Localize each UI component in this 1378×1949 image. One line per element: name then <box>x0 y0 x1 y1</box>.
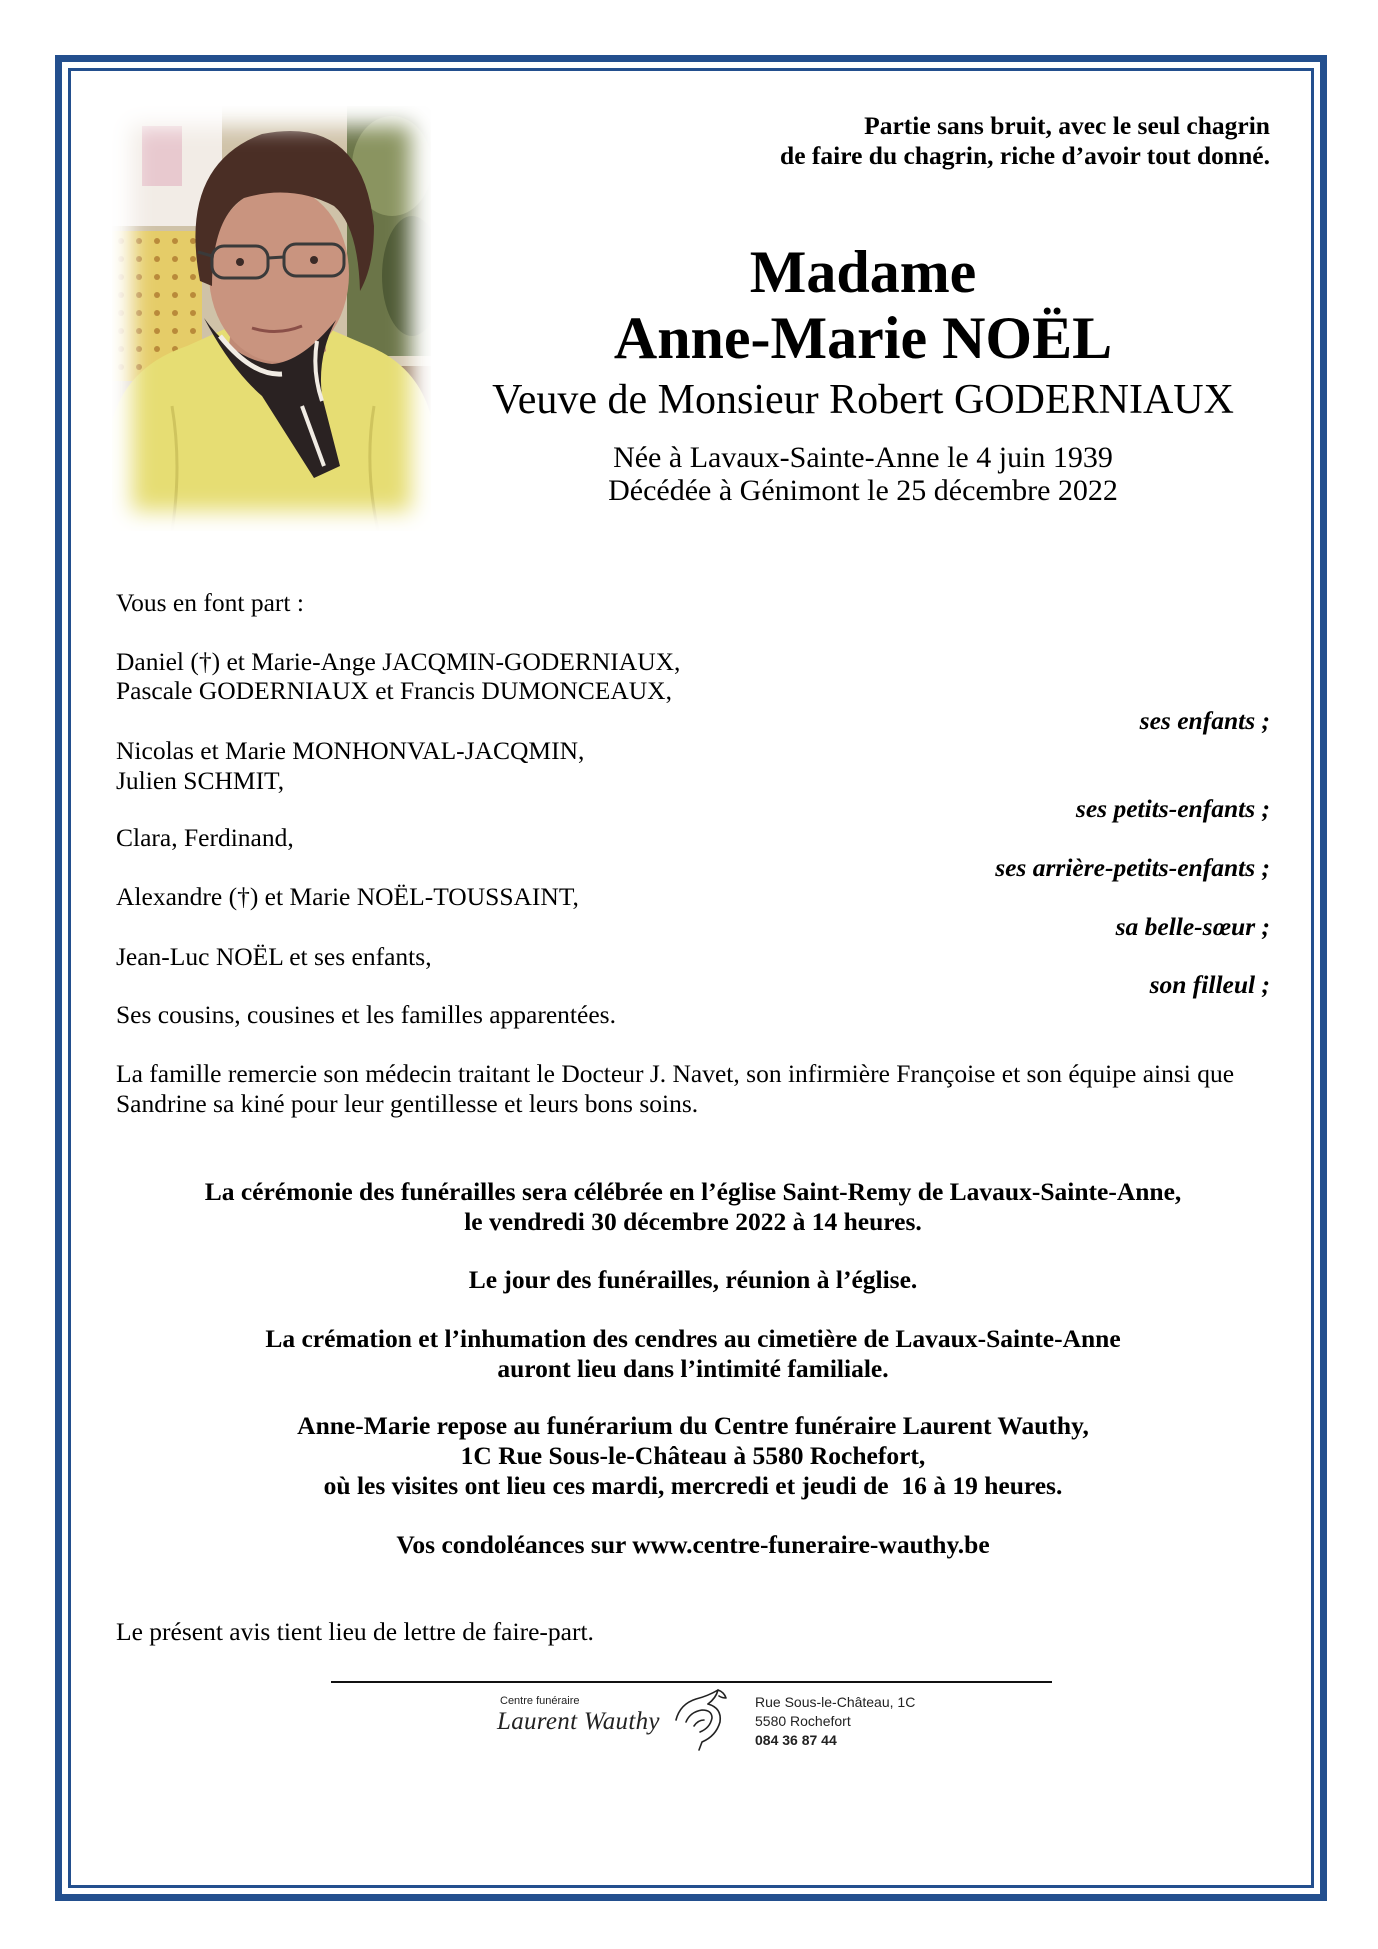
relation-label: ses arrière-petits-enfants ; <box>995 853 1270 882</box>
condolences-line: Vos condoléances sur www.centre-funeraire-wauthy.be <box>396 1530 990 1559</box>
birth-info: Née à Lavaux-Sainte-Anne le 4 juin 1939 <box>613 441 1113 474</box>
family-member-line: Julien SCHMIT, <box>116 766 285 795</box>
ceremony-line: La cérémonie des funérailles sera célébrée en l’église Saint-Remy de Lavaux-Sainte-Anne, <box>204 1177 1182 1206</box>
portrait-photo <box>112 106 431 531</box>
epitaph-line: de faire du chagrin, riche d’avoir tout donné. <box>780 141 1270 170</box>
family-member-line: Jean-Luc NOËL et ses enfants, <box>116 942 432 971</box>
cousins-line: Ses cousins, cousines et les familles apparentées. <box>116 1000 616 1029</box>
relation-label: ses enfants ; <box>1139 706 1270 735</box>
relation-label: sa belle-sœur ; <box>1115 912 1270 941</box>
relation-label: son filleul ; <box>1149 970 1270 999</box>
dove-icon <box>672 1686 728 1752</box>
widow-of-line: Veuve de Monsieur Robert GODERNIAUX <box>492 377 1234 423</box>
gathering-line: Le jour des funérailles, réunion à l’église. <box>468 1265 918 1294</box>
cremation-line: auront lieu dans l’intimité familiale. <box>497 1354 889 1383</box>
family-member-line: Pascale GODERNIAUX et Francis DUMONCEAUX, <box>116 676 672 705</box>
logo-name: Laurent Wauthy <box>497 1708 660 1735</box>
relation-label: ses petits-enfants ; <box>1075 794 1270 823</box>
visitation-line: Anne-Marie repose au funérarium du Centre funéraire Laurent Wauthy, <box>297 1411 1089 1440</box>
ceremony-line: le vendredi 30 décembre 2022 à 14 heures. <box>464 1207 922 1236</box>
family-member-line: Daniel (†) et Marie-Ange JACQMIN-GODERNIAUX, <box>116 647 681 676</box>
separator-rule <box>331 1681 1052 1683</box>
death-info: Décédée à Génimont le 25 décembre 2022 <box>608 474 1118 507</box>
phone-number: 084 36 87 44 <box>755 1732 837 1748</box>
visitation-line: où les visites ont lieu ces mardi, mercredi et jeudi de 16 à 19 heures. <box>323 1471 1063 1500</box>
cremation-line: La crémation et l’inhumation des cendres au cimetière de Lavaux-Sainte-Anne <box>265 1324 1121 1353</box>
family-member-line: Clara, Ferdinand, <box>116 823 294 852</box>
thanks-line: Sandrine sa kiné pour leur gentillesse et leurs bons soins. <box>116 1089 699 1118</box>
honorific: Madame <box>749 239 977 305</box>
address-line: 5580 Rochefort <box>755 1713 851 1729</box>
visitation-line: 1C Rue Sous-le-Château à 5580 Rochefort, <box>460 1441 926 1470</box>
family-member-line: Nicolas et Marie MONHONVAL-JACQMIN, <box>116 736 585 765</box>
family-member-line: Alexandre (†) et Marie NOËL-TOUSSAINT, <box>116 882 579 911</box>
deceased-name: Anne-Marie NOËL <box>613 305 1113 371</box>
thanks-line: La famille remercie son médecin traitant le Docteur J. Navet, son infirmière Françoise et son équipe ainsi que <box>116 1059 1235 1088</box>
notice-line: Le présent avis tient lieu de lettre de faire-part. <box>116 1617 594 1646</box>
epitaph-line: Partie sans bruit, avec le seul chagrin <box>864 111 1270 140</box>
intro-text: Vous en font part : <box>116 588 304 617</box>
address-line: Rue Sous-le-Château, 1C <box>755 1694 916 1710</box>
logo-label: Centre funéraire <box>500 1695 580 1707</box>
